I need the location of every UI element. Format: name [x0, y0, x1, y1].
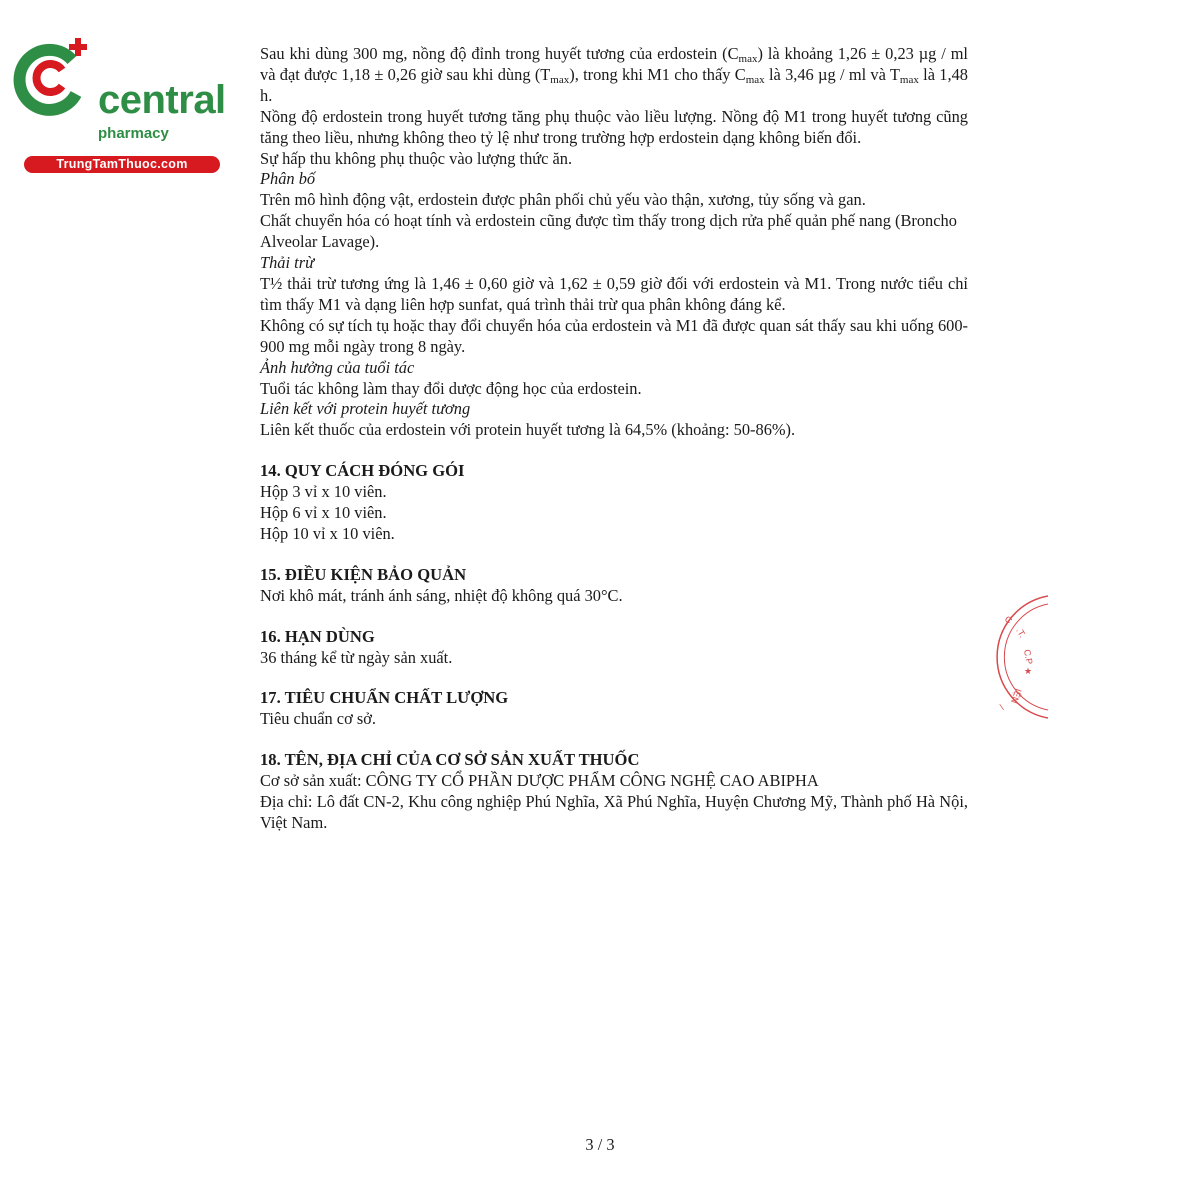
subheading-protein-binding: Liên kết với protein huyết tương — [260, 399, 471, 419]
section-15-title: 15. ĐIỀU KIỆN BẢO QUẢN — [260, 564, 467, 584]
pk-age-paragraph: Tuổi tác không làm thay đổi dược động học của erdostein. — [260, 378, 642, 398]
pk-bal-paragraph: Chất chuyển hóa có hoạt tính và erdostein cũng được tìm thấy trong dịch rửa phế quản phế nang (Broncho Alveolar Lavage). — [260, 211, 957, 252]
pk-cmax-paragraph: Sau khi dùng 300 mg, nồng độ đỉnh trong huyết tương của erdostein $(C_{max})$ là khoảng 1,26 ± 0,23 µg / ml và đạt được 1,18 ± 0,26 giờ sau khi dùng $(T_{max})$, trong khi M1 cho thấy $C_{max}$ là 3,46 µg / ml và $T_{max}$ là 1,48 h. — [260, 44, 968, 105]
packaging-line: Hộp 6 vỉ x 10 viên. — [260, 503, 387, 523]
page-number: 3 / 3 — [585, 1135, 615, 1154]
central-pharmacy-logo — [10, 38, 226, 171]
quality-standard-text: Tiêu chuẩn cơ sở. — [260, 709, 376, 729]
svg-text:★: ★ — [1024, 666, 1033, 676]
manufacturer-address: Địa chỉ: Lô đất CN-2, Khu công nghiệp Phú Nghĩa, Xã Phú Nghĩa, Huyện Chương Mỹ, Thành phố Hà Nội, Việt Nam. — [260, 792, 968, 832]
svg-text:C.P: C.P — [1022, 648, 1035, 666]
pk-distribution-paragraph: Trên mô hình động vật, erdostein được phân phối chủ yếu vào thận, xương, tủy sống và gan. — [260, 190, 866, 210]
manufacturer-text: Cơ sở sản xuất: CÔNG TY CỔ PHẦN DƯỢC PHẨM CÔNG NGHỆ CAO ABIPHA — [260, 771, 819, 791]
subheading-distribution: Phân bố — [260, 169, 316, 189]
logo-mark-icon — [10, 38, 100, 118]
pk-absorption-paragraph: Sự hấp thu không phụ thuộc vào lượng thức ăn. — [260, 148, 573, 168]
packaging-line: Hộp 3 vỉ x 10 viên. — [260, 482, 387, 502]
svg-text:C: C — [1002, 613, 1015, 626]
logo-name: central — [98, 78, 226, 122]
pk-half-life-paragraph: T½ thải trừ tương ứng là 1,46 ± 0,60 giờ và 1,62 ± 0,59 giờ đối với erdostein và M1. Trong nước tiểu chỉ tìm thấy M1 và dạng liên hợp sunfat, quá trình thải trừ qua phân không đáng kể. — [260, 273, 968, 314]
section-14-title: 14. QUY CÁCH ĐÓNG GÓI — [260, 461, 465, 481]
svg-text:.T.: .T. — [1014, 626, 1028, 640]
svg-text:IỆN: IỆN — [1008, 687, 1024, 705]
logo-banner: TrungTamThuoc.com — [24, 156, 220, 173]
packaging-line: Hộp 10 vỉ x 10 viên. — [260, 523, 395, 543]
pk-protein-paragraph: Liên kết thuốc của erdostein với protein huyết tương là 64,5% (khoảng: 50-86%). — [260, 420, 796, 440]
pk-accumulation-paragraph: Không có sự tích tụ hoặc thay đổi chuyển hóa của erdostein và M1 đã được quan sát thấy sau khi uống 600-900 mg mỗi ngày trong 8 ngày. — [260, 315, 968, 356]
svg-text:/: / — [996, 702, 1007, 712]
subheading-elimination: Thải trừ — [260, 253, 315, 273]
section-18-title: 18. TÊN, ĐỊA CHỈ CỦA CƠ SỞ SẢN XUẤT THUỐC — [260, 750, 640, 770]
storage-text: Nơi khô mát, tránh ánh sáng, nhiệt độ không quá 30°C. — [260, 585, 623, 605]
shelf-life-text: 36 tháng kể từ ngày sản xuất. — [260, 647, 453, 667]
section-17-title: 17. TIÊU CHUẨN CHẤT LƯỢNG — [260, 688, 509, 708]
section-16-title: 16. HẠN DÙNG — [260, 626, 375, 646]
logo-subtitle: pharmacy — [98, 125, 169, 142]
subheading-age: Ảnh hưởng của tuổi tác — [260, 357, 415, 377]
pk-dose-paragraph: Nồng độ erdostein trong huyết tương tăng phụ thuộc vào liều lượng. Nồng độ M1 trong huyết tương cũng tăng theo liều, nhưng không theo tỷ lệ như trong trường hợp erdostein dạng không biến đổi. — [260, 106, 968, 147]
company-stamp-seal — [988, 592, 1048, 722]
document-body — [260, 44, 968, 834]
